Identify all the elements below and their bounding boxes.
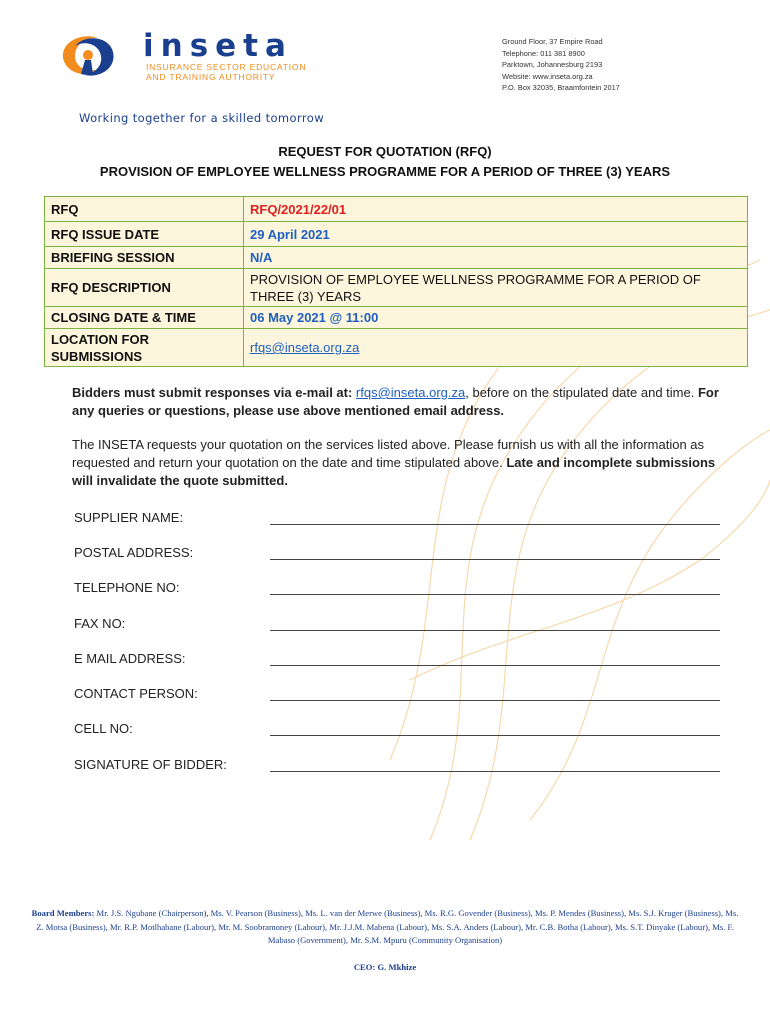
board-members-label: Board Members: — [31, 908, 95, 918]
fax-line[interactable] — [270, 629, 720, 631]
table-row — [45, 269, 748, 307]
issue-date-value: 29 April 2021 — [244, 222, 748, 247]
table-row — [45, 197, 748, 222]
address-line: P.O. Box 32035, Braamfontein 2017 — [502, 83, 620, 92]
location-label: LOCATION FOR SUBMISSIONS — [45, 329, 244, 367]
rfq-label: RFQ — [45, 197, 244, 222]
tagline: Working together for a skilled tomorrow — [79, 111, 324, 125]
document-title: REQUEST FOR QUOTATION (RFQ) — [278, 144, 492, 159]
field-label-telephone: TELEPHONE NO: — [74, 580, 180, 595]
address-line: Website: www.inseta.org.za — [502, 71, 593, 81]
contact-person-line[interactable] — [270, 699, 720, 701]
board-members-footer — [30, 907, 740, 948]
closing-label: CLOSING DATE & TIME — [45, 307, 244, 329]
field-label-postal-address: POSTAL ADDRESS: — [74, 545, 194, 560]
table-row — [45, 329, 748, 367]
address-block — [502, 36, 620, 94]
late-submission-warning: Late and incomplete submissions will invalidate the quote submitted. — [72, 455, 716, 488]
logo-subtitle-line2: AND TRAINING AUTHORITY — [146, 72, 276, 82]
description-value: PROVISION OF EMPLOYEE WELLNESS PROGRAMME FOR A PERIOD OF THREE (3) YEARS — [244, 269, 748, 307]
closing-value: 06 May 2021 @ 11:00 — [244, 307, 748, 329]
address-line: Ground Floor, 37 Empire Road — [502, 37, 603, 46]
instruction-email-link[interactable]: rfqs@inseta.org.za — [355, 385, 466, 400]
table-row — [45, 247, 748, 269]
field-label-cell: CELL NO: — [74, 721, 133, 736]
ceo-line: CEO: G. Mkhize — [353, 962, 417, 972]
table-row — [45, 222, 748, 247]
issue-date-label: RFQ ISSUE DATE — [45, 222, 244, 247]
telephone-line[interactable] — [270, 593, 720, 595]
logo-subtitle — [146, 62, 306, 82]
logo-wordmark: inseta — [143, 28, 293, 64]
signature-line[interactable] — [270, 770, 720, 772]
instruction-text: , before on the stipulated date and time. — [465, 385, 698, 400]
field-label-signature: SIGNATURE OF BIDDER: — [74, 757, 227, 772]
instruction-text: The INSETA requests your quotation on the services listed above. Please furnish us with all the information as requested and return your quotation on the date and time stipulated above. — [72, 437, 705, 470]
field-label-contact-person: CONTACT PERSON: — [74, 686, 198, 701]
description-label: RFQ DESCRIPTION — [45, 269, 244, 307]
field-label-supplier-name: SUPPLIER NAME: — [74, 510, 184, 525]
instruction-paragraph-2 — [72, 436, 732, 490]
instruction-bold: Bidders must submit responses via e-mail at: — [72, 385, 356, 400]
location-value-cell — [244, 329, 748, 367]
address-line: Telephone: 011 381 8900 — [502, 48, 585, 58]
field-label-email: E MAIL ADDRESS: — [74, 651, 186, 666]
document-subtitle: PROVISION OF EMPLOYEE WELLNESS PROGRAMME FOR A PERIOD OF THREE (3) YEARS — [99, 164, 671, 179]
email-line[interactable] — [270, 664, 720, 666]
instruction-bold-end: For any queries or questions, please use above mentioned email address. — [72, 385, 719, 418]
field-label-fax: FAX NO: — [74, 616, 126, 631]
address-line: Parktown, Johannesburg 2193 — [502, 60, 603, 69]
rfq-number: RFQ/2021/22/01 — [244, 197, 748, 222]
briefing-label: BRIEFING SESSION — [45, 247, 244, 269]
cell-line[interactable] — [270, 734, 720, 736]
instruction-paragraph-1 — [72, 384, 732, 420]
briefing-value: N/A — [244, 247, 748, 269]
supplier-name-line[interactable] — [270, 523, 720, 525]
board-members-list: Mr. J.S. Ngubane (Chairperson), Ms. V. Pearson (Business), Ms. L. van der Merwe (Business), Ms. R.G. Govender (Business), Ms. P. Mendes (Business), Ms. S.J. Kruger (Business), Ms. Z. Motsa (Business), Mr. R.P. Motlhabane (Labour), Mr. M. Soobramoney (Labour), Mr. J.J.M. Mabena (Labour), Ms. S.A. Anders (Labour), Mr. C.B. Botha (Labour), Ms. S.T. Dinyake (Labour), Ms. F. Mabaso (Government), Mr. S.M. Mpuru (Community Organisation) — [36, 908, 739, 945]
table-row — [45, 307, 748, 329]
postal-address-line[interactable] — [270, 558, 720, 560]
inseta-swirl-logo-icon — [55, 30, 121, 82]
submission-email-link[interactable]: rfqs@inseta.org.za — [250, 340, 360, 355]
rfq-details-table — [44, 196, 748, 367]
logo-subtitle-line1: INSURANCE SECTOR EDUCATION — [146, 62, 307, 72]
